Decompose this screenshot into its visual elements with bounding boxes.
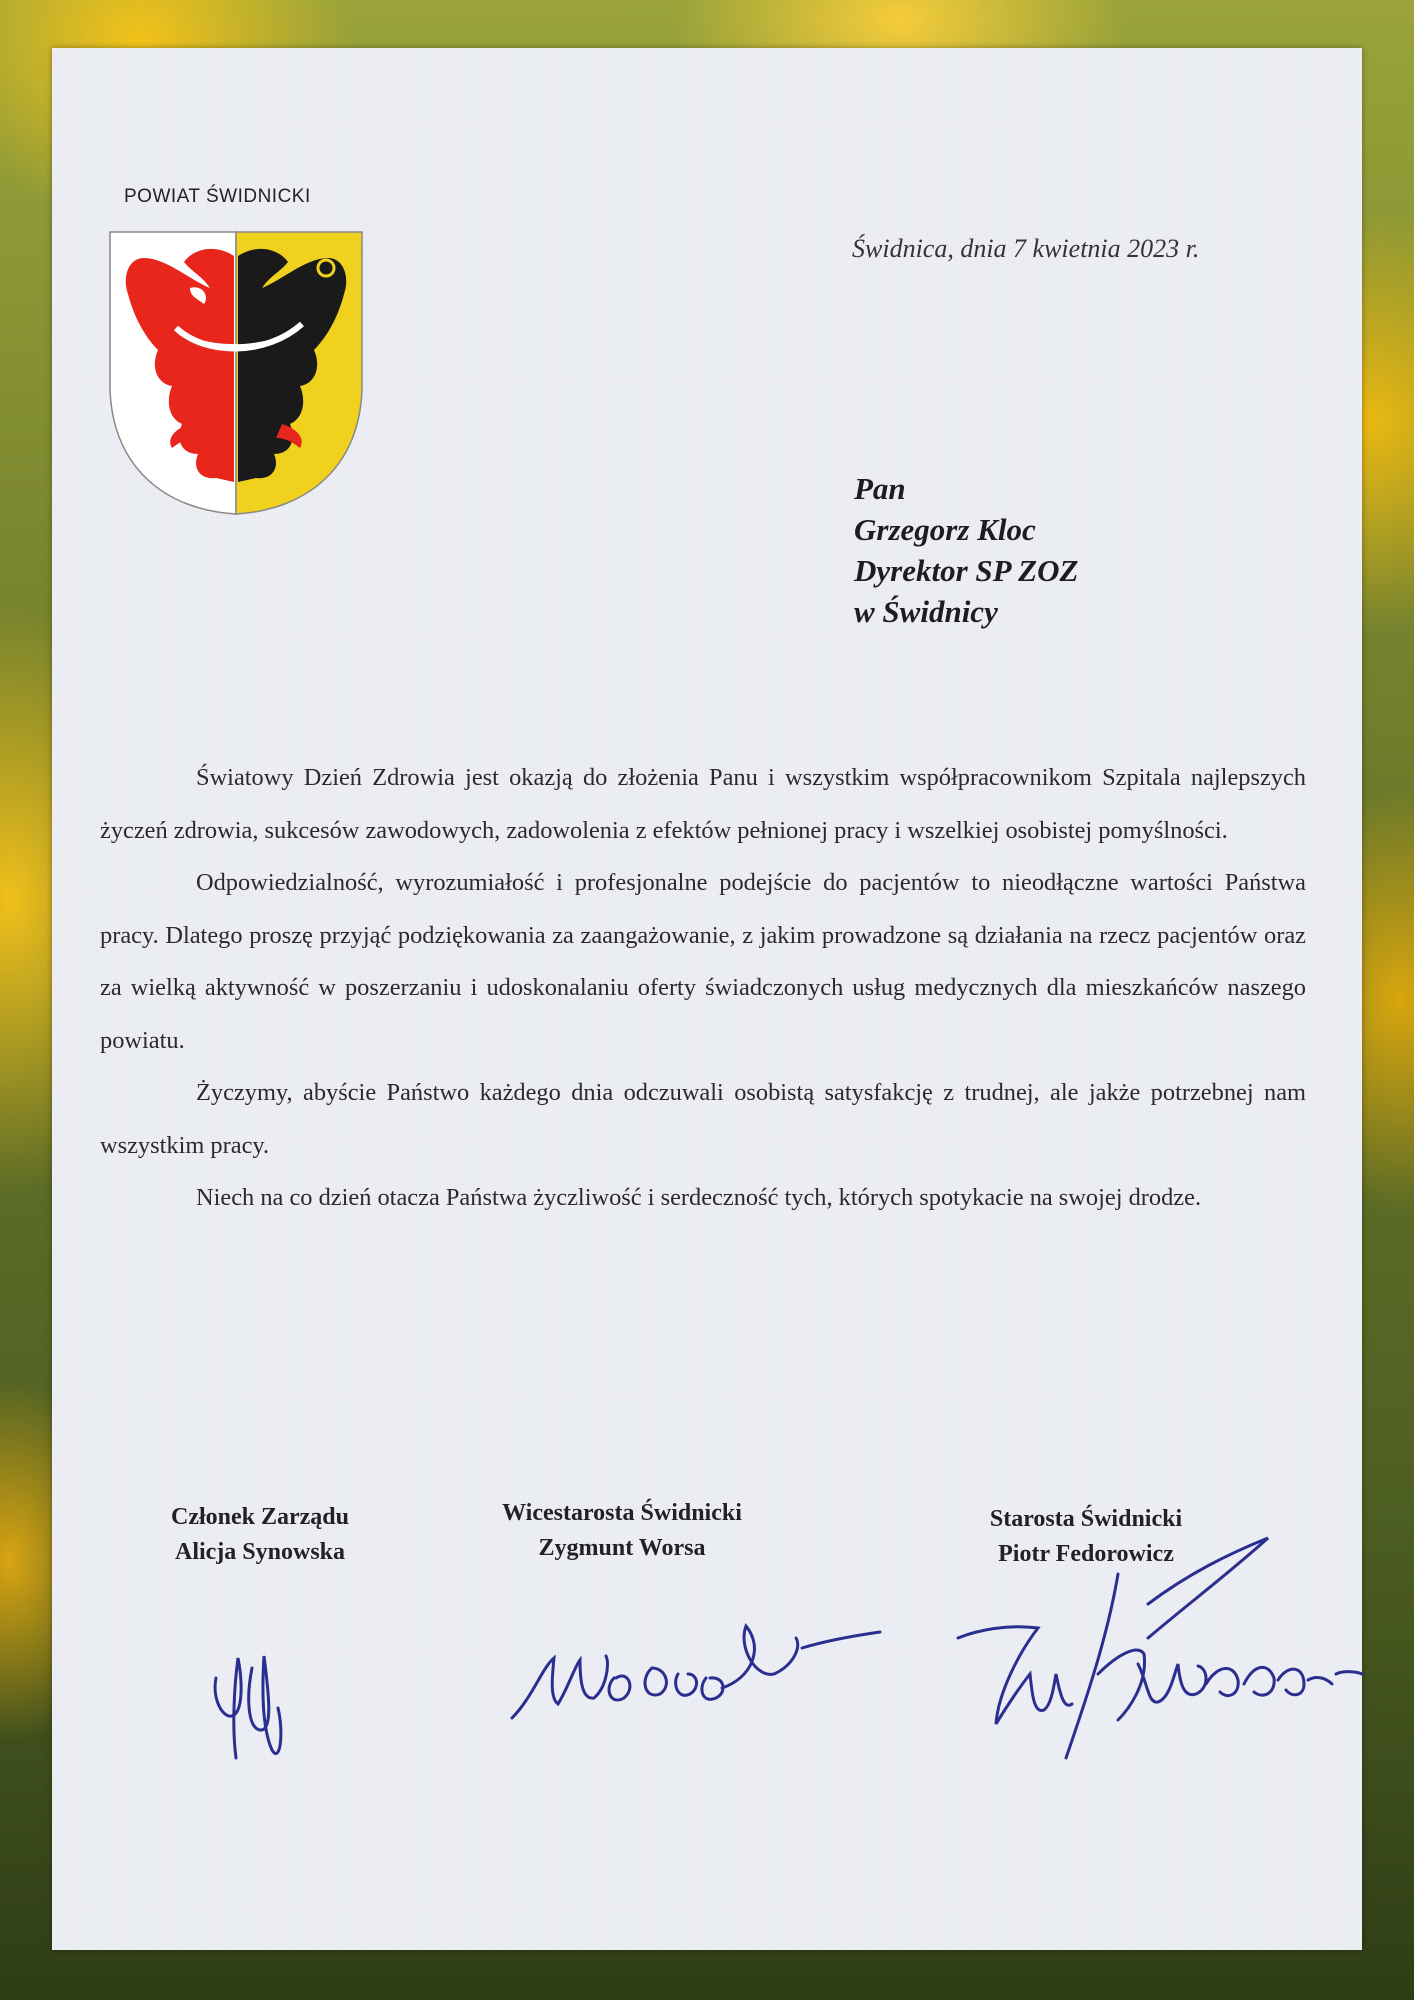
- addressee-name: Grzegorz Kloc: [854, 512, 1036, 547]
- addressee-position: Dyrektor SP ZOZ: [854, 553, 1079, 588]
- eagle-coat-of-arms-icon: [106, 228, 366, 518]
- institution-name: POWIAT ŚWIDNICKI: [124, 186, 311, 207]
- body-paragraph-4: Niech na co dzień otacza Państwa życzliwość i serdeczność tych, których spotykacie na swojej drodze.: [196, 1184, 1202, 1211]
- addressee-salutation: Pan: [854, 471, 906, 506]
- signature-2-icon: [502, 1608, 882, 1738]
- signatory-title: Starosta Świdnicki: [989, 1506, 1183, 1532]
- signatory-name: Zygmunt Worsa: [538, 1535, 706, 1561]
- letter-paper: [52, 48, 1362, 1950]
- signature-1-icon: [202, 1638, 302, 1768]
- body-paragraph-1: Światowy Dzień Zdrowia jest okazją do złożenia Panu i wszystkim współpracownikom Szpitala najlepszych życzeń zdrowia, sukcesów zawodowych, zadowolenia z efektów pełnionej pracy i wszelkiej osobistej pomyślności.: [100, 764, 1306, 844]
- addressee-location: w Świdnicy: [854, 594, 998, 629]
- letter-body: [100, 752, 1306, 1225]
- signatory-title: Wicestarosta Świdnicki: [502, 1500, 742, 1526]
- body-paragraph-3: Życzymy, abyście Państwo każdego dnia odczuwali osobistą satysfakcję z trudnej, ale jakże potrzebnej nam wszystkim pracy.: [100, 1079, 1306, 1159]
- signatory-2: [442, 1496, 802, 1566]
- signatory-title: Członek Zarządu: [170, 1504, 349, 1530]
- signature-3-icon: [948, 1534, 1368, 1764]
- addressee-block: [854, 468, 1078, 632]
- signatory-name: Alicja Synowska: [174, 1539, 346, 1565]
- signatory-name: Piotr Fedorowicz: [998, 1541, 1174, 1567]
- signatory-1: [80, 1500, 440, 1570]
- body-paragraph-2: Odpowiedzialność, wyrozumiałość i profesjonalne podejście do pacjentów to nieodłączne wartości Państwa pracy. Dlatego proszę przyjąć podziękowania za zaangażowanie, z jakim prowadzone są działania na rzecz pacjentów oraz za wielką aktywność w poszerzaniu i udoskonalaniu oferty świadczonych usług medycznych dla mieszkańców naszego powiatu.: [100, 869, 1306, 1054]
- letter-date: Świdnica, dnia 7 kwietnia 2023 r.: [852, 234, 1200, 263]
